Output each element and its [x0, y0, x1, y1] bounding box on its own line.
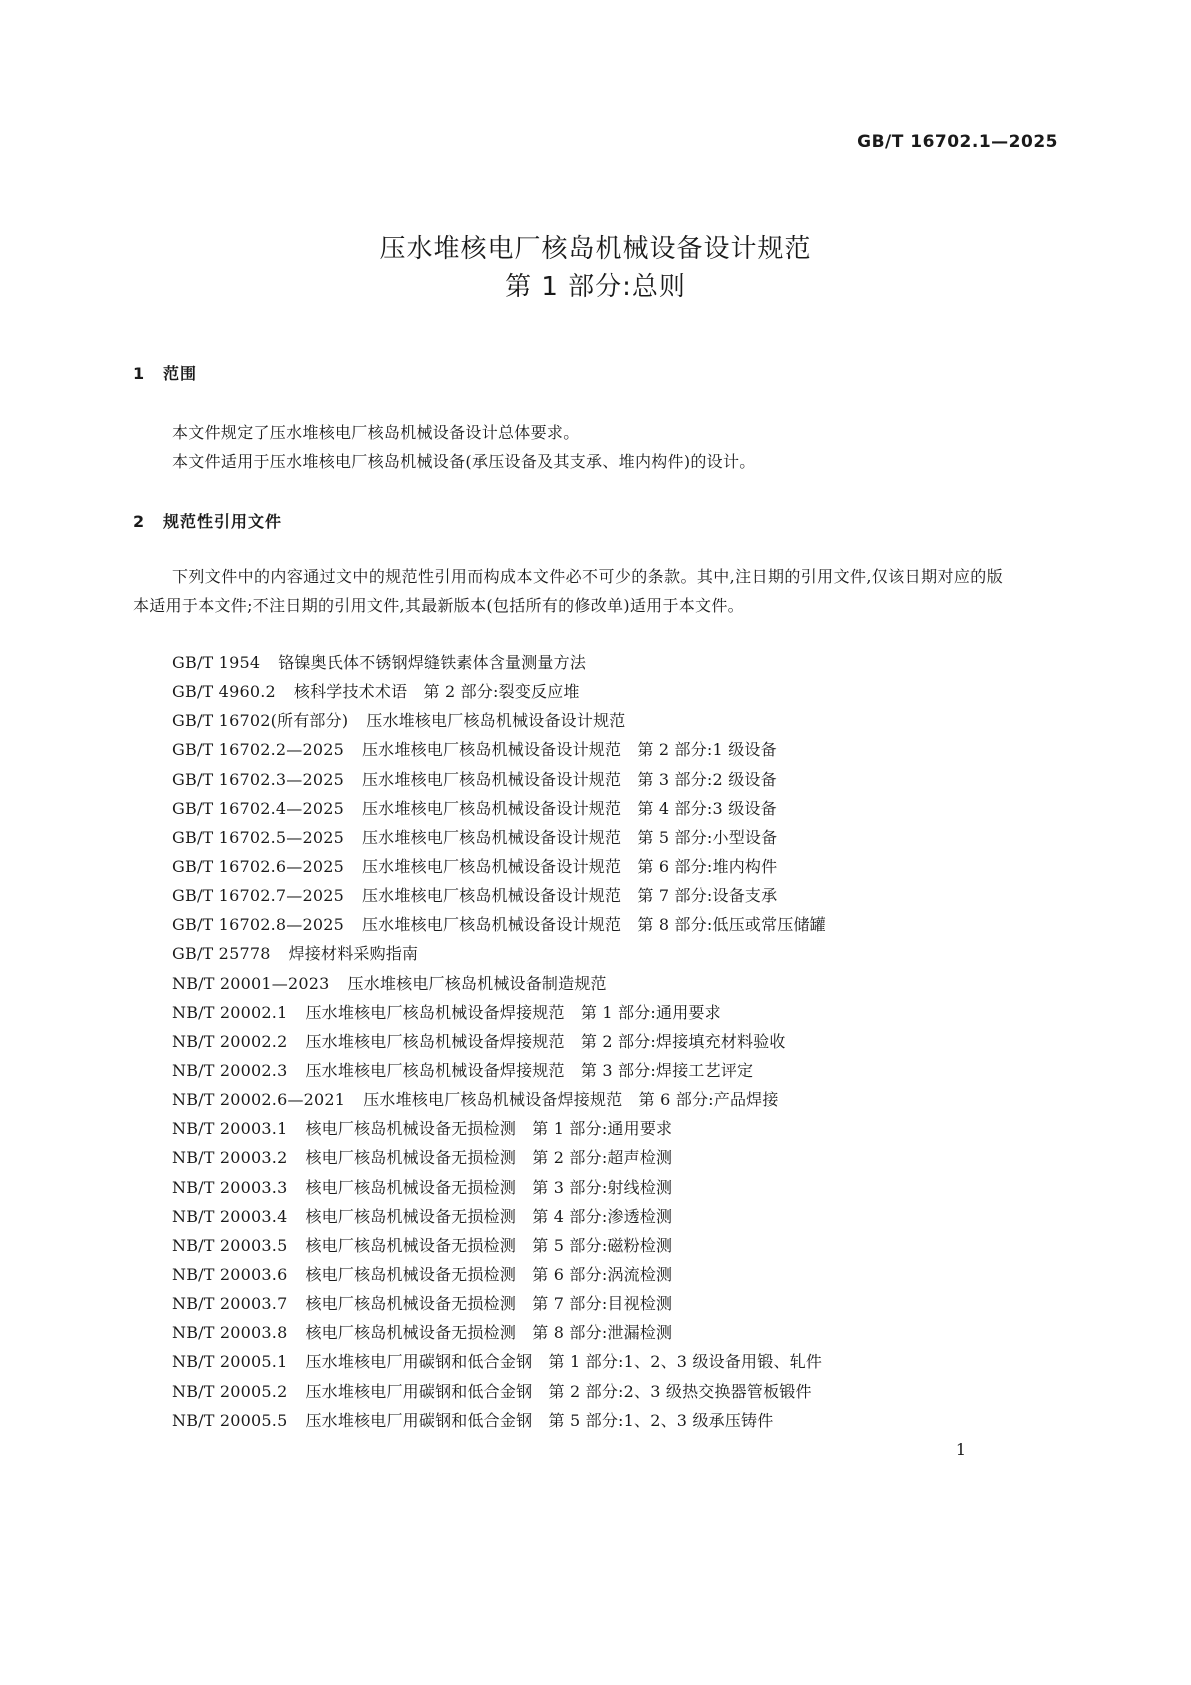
- section-1-number: 1: [133, 364, 146, 383]
- reference-title: 压水堆核电厂用碳钢和低合金钢 第 1 部分:1、2、3 级设备用锻、轧件: [305, 1352, 823, 1372]
- reference-code: GB/T 16702.8—2025: [172, 915, 344, 935]
- reference-item: [172, 1406, 826, 1435]
- reference-title: 压水堆核电厂核岛机械设备焊接规范 第 2 部分:焊接填充材料验收: [305, 1031, 786, 1051]
- reference-title: 核电厂核岛机械设备无损检测 第 4 部分:渗透检测: [305, 1206, 673, 1226]
- reference-title: 铬镍奥氏体不锈钢焊缝铁素体含量测量方法: [278, 653, 587, 672]
- reference-code: NB/T 20003.2: [172, 1148, 288, 1168]
- reference-title: 压水堆核电厂核岛机械设备焊接规范 第 6 部分:产品焊接: [363, 1090, 779, 1110]
- reference-title: 压水堆核电厂核岛机械设备设计规范 第 4 部分:3 级设备: [361, 798, 777, 818]
- reference-item: [172, 969, 826, 998]
- section-1-paragraph: 本文件规定了压水堆核电厂核岛机械设备设计总体要求。: [172, 423, 580, 442]
- reference-list: [172, 648, 826, 1435]
- section-1-paragraph: 本文件适用于压水堆核电厂核岛机械设备(承压设备及其支承、堆内构件)的设计。: [172, 452, 756, 471]
- reference-title: 压水堆核电厂核岛机械设备焊接规范 第 3 部分:焊接工艺评定: [305, 1060, 754, 1080]
- reference-title: 压水堆核电厂核岛机械设备设计规范 第 2 部分:1 级设备: [361, 740, 777, 760]
- reference-title: 压水堆核电厂核岛机械设备设计规范 第 6 部分:堆内构件: [361, 856, 778, 876]
- reference-item: [172, 1289, 826, 1318]
- reference-code: GB/T 16702.7—2025: [172, 886, 344, 906]
- reference-code: NB/T 20001—2023: [172, 973, 330, 993]
- reference-code: NB/T 20002.3: [172, 1060, 288, 1080]
- reference-code: NB/T 20003.6: [172, 1264, 288, 1284]
- reference-code: NB/T 20002.6—2021: [172, 1090, 346, 1110]
- reference-title: 核电厂核岛机械设备无损检测 第 1 部分:通用要求: [305, 1119, 673, 1139]
- reference-code: NB/T 20002.2: [172, 1031, 288, 1051]
- reference-title: 压水堆核电厂核岛机械设备焊接规范 第 1 部分:通用要求: [305, 1002, 721, 1022]
- reference-item: [172, 823, 826, 852]
- reference-title: 压水堆核电厂核岛机械设备设计规范 第 8 部分:低压或常压储罐: [361, 915, 826, 935]
- reference-code: GB/T 16702.3—2025: [172, 769, 344, 789]
- reference-title: 核电厂核岛机械设备无损检测 第 8 部分:泄漏检测: [305, 1323, 673, 1343]
- reference-code: NB/T 20003.8: [172, 1323, 288, 1343]
- reference-code: GB/T 16702(所有部分): [172, 711, 349, 731]
- reference-title: 压水堆核电厂核岛机械设备设计规范 第 5 部分:小型设备: [361, 827, 778, 847]
- reference-title: 压水堆核电厂核岛机械设备设计规范 第 3 部分:2 级设备: [361, 769, 777, 789]
- reference-item: [172, 1143, 826, 1172]
- reference-item: [172, 1202, 826, 1231]
- reference-item: [172, 1027, 826, 1056]
- reference-item: [172, 648, 826, 677]
- reference-code: NB/T 20003.7: [172, 1294, 288, 1314]
- reference-item: [172, 998, 826, 1027]
- reference-code: GB/T 25778: [172, 944, 271, 964]
- reference-title: 核电厂核岛机械设备无损检测 第 7 部分:目视检测: [305, 1294, 673, 1314]
- reference-title: 压水堆核电厂用碳钢和低合金钢 第 5 部分:1、2、3 级承压铸件: [305, 1410, 774, 1430]
- section-2-number: 2: [133, 512, 146, 531]
- reference-code: GB/T 16702.4—2025: [172, 798, 344, 818]
- reference-code: NB/T 20003.5: [172, 1235, 288, 1255]
- reference-item: [172, 1114, 826, 1143]
- reference-code: NB/T 20003.1: [172, 1119, 288, 1139]
- reference-item: [172, 1056, 826, 1085]
- reference-title: 压水堆核电厂核岛机械设备设计规范 第 7 部分:设备支承: [361, 886, 778, 906]
- reference-title: 核电厂核岛机械设备无损检测 第 5 部分:磁粉检测: [305, 1235, 673, 1255]
- reference-item: [172, 1377, 826, 1406]
- reference-code: NB/T 20005.2: [172, 1381, 288, 1401]
- reference-code: GB/T 1954: [172, 653, 261, 672]
- reference-item: [172, 706, 826, 735]
- reference-code: NB/T 20003.4: [172, 1206, 288, 1226]
- document-subtitle: 第 1 部分:总则: [505, 272, 686, 302]
- section-1-title: 范围: [163, 364, 198, 383]
- section-1-heading: [133, 361, 197, 384]
- reference-title: 核电厂核岛机械设备无损检测 第 6 部分:涡流检测: [305, 1264, 673, 1284]
- document-title: 压水堆核电厂核岛机械设备设计规范: [379, 234, 812, 264]
- reference-item: [172, 1231, 826, 1260]
- reference-code: GB/T 16702.2—2025: [172, 740, 344, 760]
- reference-title: 压水堆核电厂用碳钢和低合金钢 第 2 部分:2、3 级热交换器管板锻件: [305, 1381, 812, 1401]
- section-2-heading: [133, 509, 282, 532]
- reference-title: 核电厂核岛机械设备无损检测 第 3 部分:射线检测: [305, 1177, 673, 1197]
- reference-code: NB/T 20005.5: [172, 1410, 288, 1430]
- reference-item: [172, 794, 826, 823]
- standard-number: GB/T 16702.1—2025: [857, 132, 1058, 152]
- page-number: 1: [955, 1440, 966, 1459]
- reference-item: [172, 1173, 826, 1202]
- reference-item: [172, 1085, 826, 1114]
- reference-code: GB/T 16702.6—2025: [172, 856, 344, 876]
- reference-code: NB/T 20005.1: [172, 1352, 288, 1372]
- reference-item: [172, 1347, 826, 1376]
- reference-code: GB/T 16702.5—2025: [172, 827, 344, 847]
- reference-item: [172, 910, 826, 939]
- reference-item: [172, 852, 826, 881]
- reference-code: NB/T 20002.1: [172, 1002, 288, 1022]
- reference-item: [172, 765, 826, 794]
- reference-item: [172, 939, 826, 968]
- reference-title: 核科学技术术语 第 2 部分:裂变反应堆: [293, 682, 580, 702]
- reference-title: 压水堆核电厂核岛机械设备制造规范: [347, 973, 607, 993]
- reference-code: NB/T 20003.3: [172, 1177, 288, 1197]
- reference-item: [172, 1318, 826, 1347]
- reference-item: [172, 881, 826, 910]
- reference-item: [172, 735, 826, 764]
- reference-code: GB/T 4960.2: [172, 682, 276, 702]
- section-2-title: 规范性引用文件: [163, 512, 283, 531]
- reference-title: 压水堆核电厂核岛机械设备设计规范: [366, 711, 626, 731]
- reference-title: 焊接材料采购指南: [288, 944, 419, 964]
- reference-item: [172, 1260, 826, 1289]
- section-2-intro: 下列文件中的内容通过文中的规范性引用而构成本文件必不可少的条款。其中,注日期的引用文件,仅该日期对应的版本适用于本文件;不注日期的引用文件,其最新版本(包括所有的修改单)适用于本文件。: [133, 567, 1003, 615]
- reference-item: [172, 677, 826, 706]
- reference-title: 核电厂核岛机械设备无损检测 第 2 部分:超声检测: [305, 1148, 673, 1168]
